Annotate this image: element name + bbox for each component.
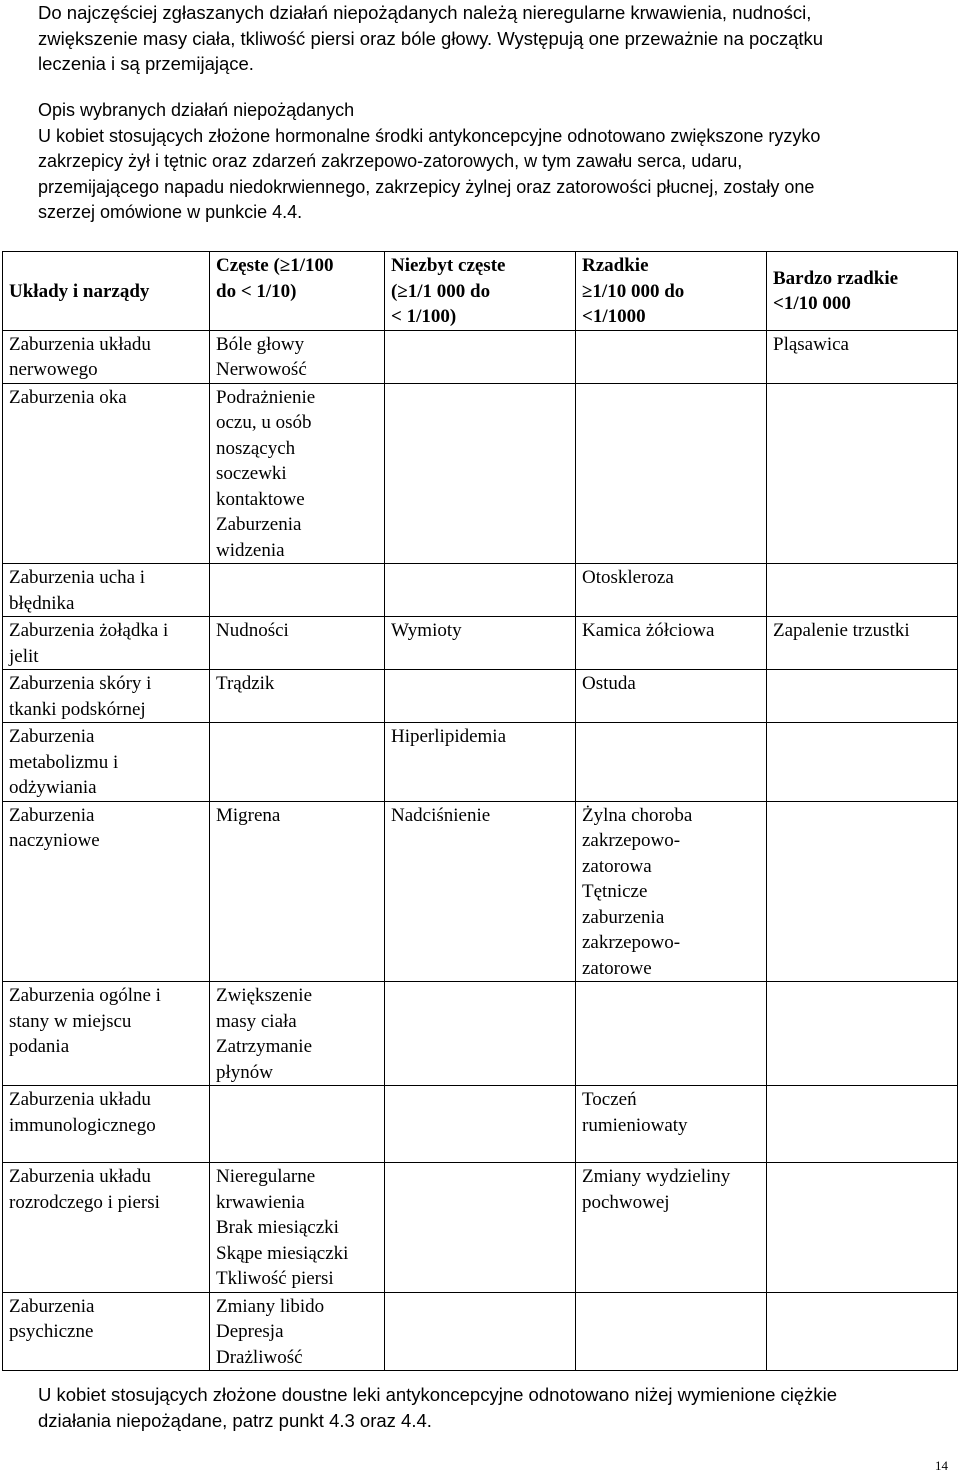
cell-line: Bardzo rzadkie <box>773 267 899 289</box>
cell-organ-class <box>3 801 210 982</box>
cell-line: Zaburzenia układu <box>9 333 151 355</box>
cell-organ-class <box>3 330 210 383</box>
cell-line: nerwowego <box>9 359 98 380</box>
cell-line: Bóle głowy <box>216 333 305 355</box>
cell-uncommon <box>385 1292 576 1371</box>
intro-line: leczenia i są przemijające. <box>38 53 254 74</box>
cell-line: Częste (≥1/100 <box>216 255 334 276</box>
cell-line: Toczeń <box>582 1089 637 1110</box>
cell-line: błędnika <box>9 592 75 614</box>
cell-uncommon <box>385 801 576 982</box>
cell-line: Tkliwość piersi <box>216 1268 334 1289</box>
header-rare <box>576 252 767 331</box>
cell-line: zakrzepowo- <box>582 830 681 851</box>
cell-rare <box>576 723 767 802</box>
table-header-row <box>3 252 958 331</box>
cell-line: Brak miesiączki <box>216 1217 339 1238</box>
cell-uncommon <box>385 330 576 383</box>
cell-common <box>210 383 385 564</box>
cell-common <box>210 564 385 617</box>
header-uncommon <box>385 252 576 331</box>
cell-uncommon <box>385 1163 576 1293</box>
cell-line: naczyniowe <box>9 830 100 851</box>
table-row <box>3 670 958 723</box>
cell-line: Kamica żółciowa <box>582 620 715 641</box>
table-row <box>3 1086 958 1163</box>
cell-uncommon <box>385 670 576 723</box>
cell-uncommon <box>385 1086 576 1163</box>
cell-line: odżywiania <box>9 777 97 798</box>
footer-line: U kobiet stosujących złożone doustne leki antykoncepcyjne odnotowano niżej wymienione ciężkie <box>38 1384 838 1405</box>
cell-line: (≥1/1 000 do <box>391 280 491 302</box>
cell-common <box>210 1292 385 1371</box>
cell-line: jelit <box>9 645 39 667</box>
cell-common <box>210 617 385 670</box>
cell-very-rare <box>767 564 958 617</box>
cell-uncommon <box>385 383 576 564</box>
cell-line: soczewki <box>216 463 287 484</box>
header-organ-class <box>3 252 210 331</box>
cell-line: Hiperlipidemia <box>391 726 507 747</box>
cell-rare <box>576 801 767 982</box>
cell-line: masy ciała <box>216 1010 297 1032</box>
cell-very-rare <box>767 723 958 802</box>
cell-very-rare <box>767 330 958 383</box>
intro-paragraph <box>38 0 938 77</box>
cell-line: stany w miejscu <box>9 1010 132 1032</box>
description-line: U kobiet stosujących złożone hormonalne środki antykoncepcyjne odnotowano zwiększone ryzyko <box>38 125 821 146</box>
table-row <box>3 801 958 982</box>
cell-line: Zatrzymanie <box>216 1036 313 1057</box>
cell-line: rozrodczego i piersi <box>9 1191 160 1213</box>
cell-organ-class <box>3 982 210 1086</box>
cell-rare <box>576 330 767 383</box>
adverse-effects-table <box>2 251 958 1371</box>
cell-very-rare <box>767 801 958 982</box>
cell-very-rare <box>767 617 958 670</box>
cell-line: Zaburzenia skóry i <box>9 673 152 694</box>
cell-line: zatorowa <box>582 855 652 877</box>
cell-line: Nerwowość <box>216 359 307 380</box>
cell-line: psychiczne <box>9 1321 94 1342</box>
cell-line: noszących <box>216 437 296 459</box>
cell-organ-class <box>3 617 210 670</box>
cell-rare <box>576 670 767 723</box>
cell-rare <box>576 1163 767 1293</box>
cell-line: tkanki podskórnej <box>9 698 146 720</box>
cell-line: widzenia <box>216 539 285 561</box>
cell-line: Rzadkie <box>582 255 649 276</box>
cell-very-rare <box>767 1086 958 1163</box>
cell-line: Migrena <box>216 804 281 826</box>
table-row <box>3 1292 958 1371</box>
cell-line: immunologicznego <box>9 1114 156 1136</box>
cell-line: kontaktowe <box>216 488 305 510</box>
cell-line: Zmiany libido <box>216 1295 325 1317</box>
header-common <box>210 252 385 331</box>
cell-rare <box>576 982 767 1086</box>
cell-line: Depresja <box>216 1321 284 1342</box>
cell-line: Zaburzenia <box>9 804 95 826</box>
intro-line: Do najczęściej zgłaszanych działań niepożądanych należą nieregularne krwawienia, nudności, <box>38 2 812 23</box>
intro-line: zwiększenie masy ciała, tkliwość piersi oraz bóle głowy. Występują one przeważnie na początku <box>38 27 824 49</box>
cell-organ-class <box>3 564 210 617</box>
description-line: zakrzepicy żył i tętnic oraz zdarzeń zakrzepowo-zatorowych, w tym zawału serca, udaru, <box>38 151 743 171</box>
cell-organ-class <box>3 723 210 802</box>
cell-line: płynów <box>216 1061 273 1083</box>
cell-line: Zaburzenia oka <box>9 386 127 408</box>
cell-line: < 1/100) <box>391 306 457 327</box>
table-row <box>3 330 958 383</box>
cell-line: metabolizmu i <box>9 751 119 773</box>
cell-common <box>210 982 385 1086</box>
cell-line: <1/10 000 <box>773 293 851 315</box>
cell-line: Zwiększenie <box>216 985 313 1006</box>
cell-line: Drażliwość <box>216 1346 303 1368</box>
cell-line: Nadciśnienie <box>391 804 491 826</box>
cell-common <box>210 801 385 982</box>
cell-rare <box>576 1292 767 1371</box>
cell-line: Zaburzenia układu <box>9 1166 151 1187</box>
cell-organ-class <box>3 670 210 723</box>
cell-line: Zaburzenia układu <box>9 1089 151 1110</box>
description-heading: Opis wybranych działań niepożądanych <box>38 100 355 120</box>
cell-line: ≥1/10 000 do <box>582 280 685 302</box>
cell-line: Zapalenie trzustki <box>773 620 910 641</box>
cell-line: podania <box>9 1036 70 1057</box>
cell-common <box>210 670 385 723</box>
cell-organ-class <box>3 1086 210 1163</box>
cell-uncommon <box>385 982 576 1086</box>
description-line: przemijającego napadu niedokrwiennego, zakrzepicy żylnej oraz zatorowości płucnej, zostały one <box>38 176 815 197</box>
cell-line: Ostuda <box>582 673 636 694</box>
cell-line: Żylna choroba <box>582 804 693 826</box>
cell-line: rumieniowaty <box>582 1114 688 1136</box>
cell-line: Podrażnienie <box>216 386 316 408</box>
cell-organ-class <box>3 1292 210 1371</box>
cell-line: Nudności <box>216 620 289 641</box>
cell-line: Tętnicze <box>582 881 648 902</box>
table-row <box>3 1163 958 1293</box>
table-row <box>3 723 958 802</box>
footer-paragraph <box>38 1382 938 1433</box>
cell-line: Wymioty <box>391 620 462 641</box>
cell-very-rare <box>767 670 958 723</box>
cell-line: Pląsawica <box>773 333 849 355</box>
description-paragraph <box>38 98 938 226</box>
cell-rare <box>576 564 767 617</box>
cell-line: Skąpe miesiączki <box>216 1242 349 1264</box>
cell-line: pochwowej <box>582 1191 670 1213</box>
cell-organ-class <box>3 383 210 564</box>
cell-very-rare <box>767 383 958 564</box>
table-row <box>3 564 958 617</box>
table-row <box>3 617 958 670</box>
cell-line: Zaburzenia żołądka i <box>9 620 169 641</box>
cell-common <box>210 330 385 383</box>
cell-very-rare <box>767 1292 958 1371</box>
cell-line: Zaburzenia ogólne i <box>9 985 161 1006</box>
cell-rare <box>576 1086 767 1163</box>
cell-line: Zmiany wydzieliny <box>582 1166 731 1187</box>
cell-line: Zaburzenia ucha i <box>9 567 146 588</box>
cell-uncommon <box>385 723 576 802</box>
table-row <box>3 383 958 564</box>
footer-line: działania niepożądane, patrz punkt 4.3 oraz 4.4. <box>38 1409 432 1431</box>
cell-line: zatorowe <box>582 957 652 979</box>
cell-line: krwawienia <box>216 1191 305 1213</box>
cell-line: do < 1/10) <box>216 280 297 302</box>
cell-line: zaburzenia <box>582 906 665 928</box>
description-line: szerzej omówione w punkcie 4.4. <box>38 202 303 222</box>
cell-line: Nieregularne <box>216 1166 316 1187</box>
cell-line: Zaburzenia <box>9 1295 95 1317</box>
cell-very-rare <box>767 982 958 1086</box>
table-row <box>3 982 958 1086</box>
cell-uncommon <box>385 564 576 617</box>
cell-line: Niezbyt częste <box>391 255 506 276</box>
cell-line: zakrzepowo- <box>582 932 681 953</box>
cell-line: oczu, u osób <box>216 412 312 433</box>
cell-line: Otoskleroza <box>582 567 674 588</box>
cell-line: Układy i narządy <box>9 280 150 302</box>
cell-common <box>210 1086 385 1163</box>
header-very-rare <box>767 252 958 331</box>
cell-organ-class <box>3 1163 210 1293</box>
cell-line: <1/1000 <box>582 306 646 327</box>
cell-very-rare <box>767 1163 958 1293</box>
cell-uncommon <box>385 617 576 670</box>
cell-line: Trądzik <box>216 673 275 694</box>
cell-common <box>210 1163 385 1293</box>
cell-line: Zaburzenia <box>9 726 95 747</box>
page-number: 14 <box>935 1458 948 1473</box>
cell-rare <box>576 383 767 564</box>
cell-rare <box>576 617 767 670</box>
cell-line: Zaburzenia <box>216 514 302 535</box>
cell-common <box>210 723 385 802</box>
